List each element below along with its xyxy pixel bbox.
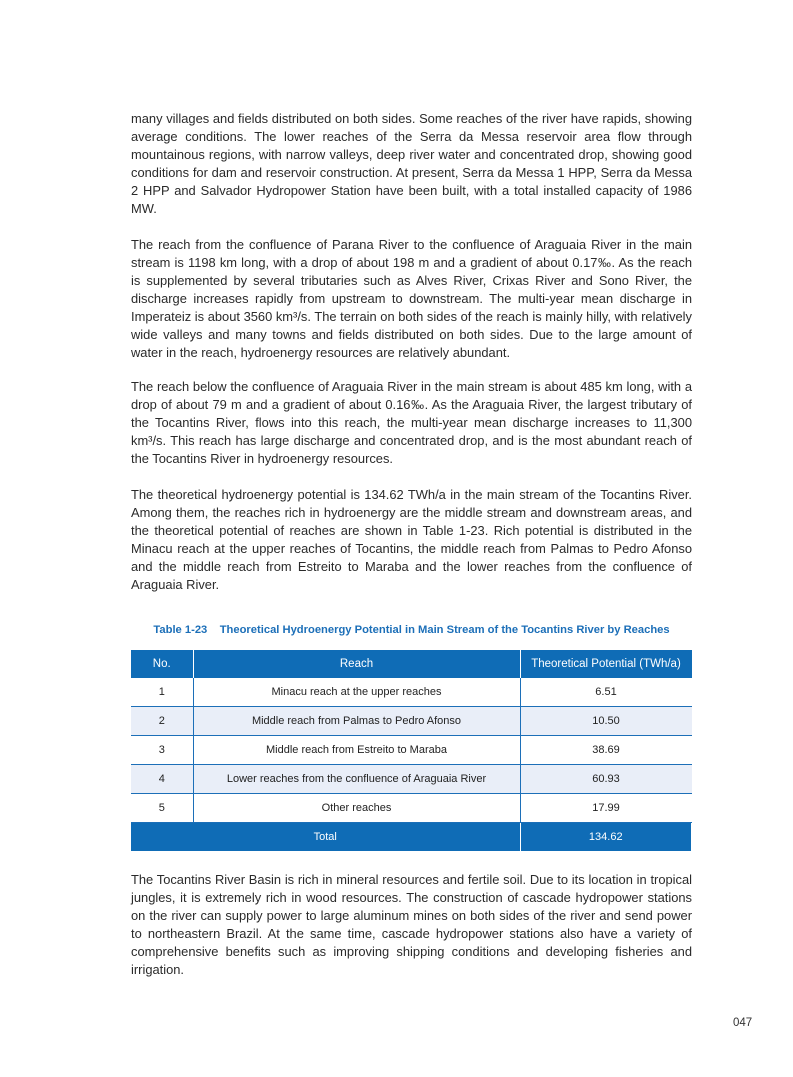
cell-potential: 38.69 [520, 736, 692, 765]
total-value: 134.62 [520, 823, 692, 852]
paragraph-2: The reach from the confluence of Parana River to the confluence of Araguaia River in the main stream is 1198 km long, with a drop of about 198 m and a gradient of about 0.17‰. As the reach is supplemented by several tributaries such as Alves River, Crixas River and Sono River, the discharge increases rapidly from upstream to downstream. The multi-year mean discharge in Imperateiz is about 3560 km³/s. The terrain on both sides of the reach is mainly hilly, with relatively wide valleys and many towns and fields distributed on both sides. Due to the large amount of water in the reach, hydroenergy resources are relatively abundant. [131, 237, 692, 360]
table-row [131, 794, 692, 823]
cell-no: 3 [131, 736, 193, 765]
paragraph-3: The reach below the confluence of Araguaia River in the main stream is about 485 km long, with a drop of about 79 m and a gradient of about 0.16‰. As the Araguaia River, the largest tributary of the Tocantins River, flows into this reach, the multi-year mean discharge increases to 11,300 km³/s. This reach has large discharge and concentrated drop, and is the most abundant reach of the Tocantins River in hydroenergy resources. [131, 379, 692, 466]
cell-potential: 60.93 [520, 765, 692, 794]
cell-reach: Minacu reach at the upper reaches [193, 678, 520, 707]
header-potential: Theoretical Potential (TWh/a) [520, 650, 692, 678]
header-no: No. [131, 650, 193, 678]
paragraph-5: The Tocantins River Basin is rich in mineral resources and fertile soil. Due to its location in tropical jungles, it is extremely rich in wood resources. The construction of cascade hydropower stations on the river can supply power to large aluminum mines on both sides of the river and send power to northeastern Brazil. At the same time, cascade hydropower stations also have a variety of comprehensive benefits such as improving shipping conditions and developing fisheries and irrigation. [131, 872, 692, 977]
cell-reach: Middle reach from Palmas to Pedro Afonso [193, 707, 520, 736]
cell-no: 2 [131, 707, 193, 736]
paragraph-4: The theoretical hydroenergy potential is 134.62 TWh/a in the main stream of the Tocantins River. Among them, the reaches rich in hydroenergy are the middle stream and downstream areas, and the theoretical potential of reaches are shown in Table 1-23. Rich potential is distributed in the Minacu reach at the upper reaches of Tocantins, the middle reach from Palmas to Pedro Afonso and the middle reach from Estreito to Maraba and the lower reaches from the confluence of Araguaia River. [131, 487, 692, 592]
potential-table [131, 650, 692, 851]
cell-reach: Middle reach from Estreito to Maraba [193, 736, 520, 765]
cell-potential: 10.50 [520, 707, 692, 736]
table-row [131, 707, 692, 736]
table-caption: Table 1-23 Theoretical Hydroenergy Potential in Main Stream of the Tocantins River by Reaches [153, 624, 670, 636]
paragraph-1: many villages and fields distributed on both sides. Some reaches of the river have rapids, showing average conditions. The lower reaches of the Serra da Messa reservoir area flow through mountainous regions, with narrow valleys, deep river water and concentrated drop, showing good conditions for dam and reservoir construction. At present, Serra da Messa 1 HPP, Serra da Messa 2 HPP and Salvador Hydropower Station have been built, with a total installed capacity of 1986 MW. [131, 111, 692, 216]
cell-no: 5 [131, 794, 193, 823]
header-reach: Reach [193, 650, 520, 678]
table-row [131, 765, 692, 794]
table-row [131, 678, 692, 707]
cell-potential: 17.99 [520, 794, 692, 823]
page-number: 047 [733, 1017, 753, 1029]
cell-no: 4 [131, 765, 193, 794]
table-total-row [131, 823, 692, 852]
cell-potential: 6.51 [520, 678, 692, 707]
cell-reach: Other reaches [193, 794, 520, 823]
table-header-row [131, 650, 692, 678]
total-label: Total [131, 823, 520, 852]
table-row [131, 736, 692, 765]
cell-no: 1 [131, 678, 193, 707]
cell-reach: Lower reaches from the confluence of Araguaia River [193, 765, 520, 794]
